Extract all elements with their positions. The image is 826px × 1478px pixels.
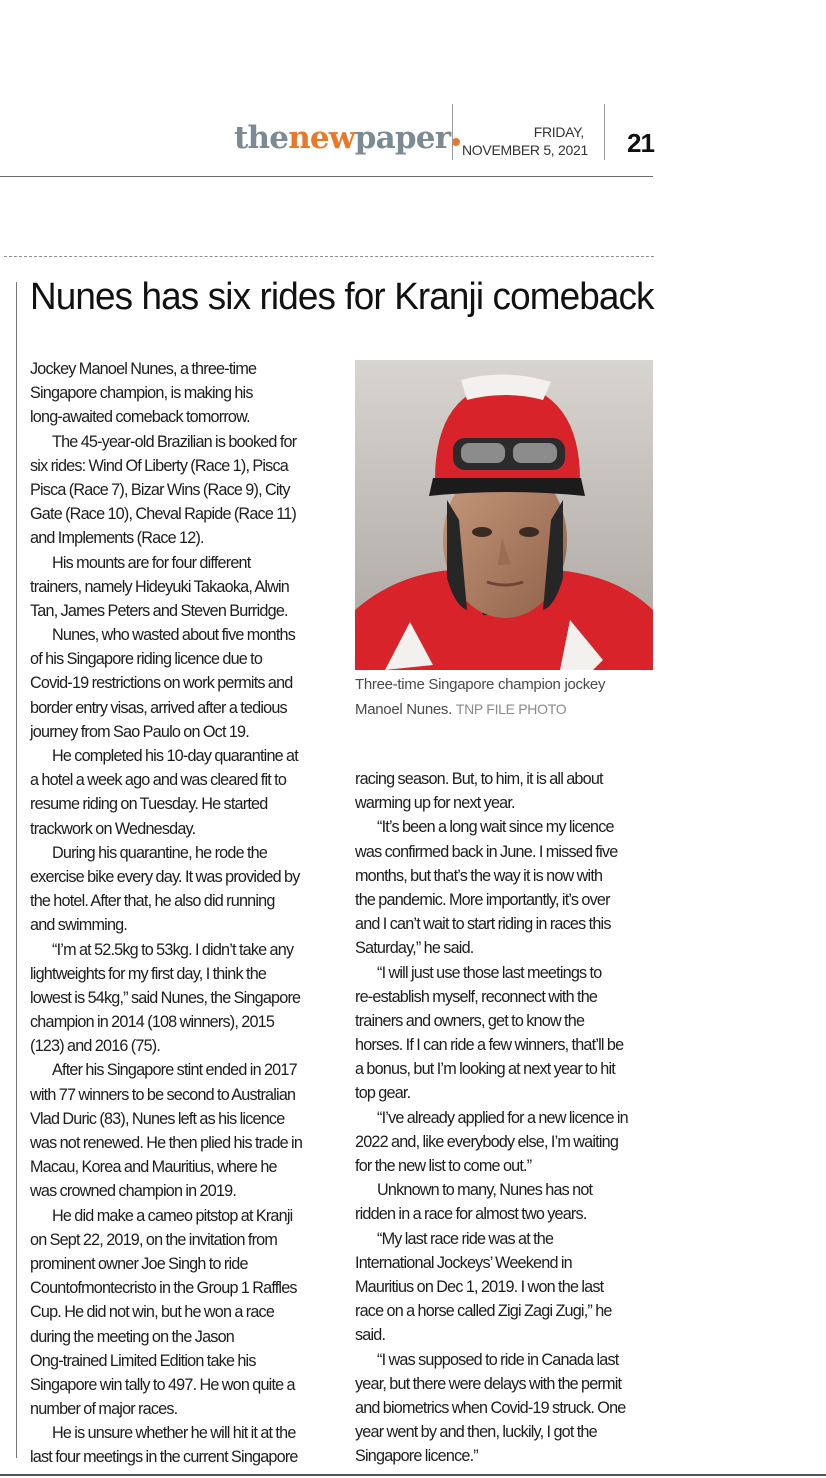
article-text-line: lightweights for my first day, I think the [30,964,267,983]
article-text-line: year went by and then, luckily, I got the [355,1423,597,1442]
article-text-line: resume riding on Tuesday. He started [30,795,268,814]
article-text-line: was crowned champion in 2019. [30,1182,237,1201]
article-text-line: months, but that’s the way it is now with [355,866,603,885]
article-text-line: Tan, James Peters and Steven Burridge. [30,601,288,620]
article-text-line: Singapore licence.” [355,1447,478,1466]
article-text-line: 2022 and, like everybody else, I’m waiting [355,1132,619,1151]
article-text-line: Countofmontecristo in the Group 1 Raffles [30,1279,297,1298]
article-text-line: “I will just use those last meetings to [377,963,602,982]
masthead-rule [0,176,653,177]
article-text-line: re-establish myself, reconnect with the [355,987,598,1006]
article-text-line: during the meeting on the Jason [30,1327,234,1346]
logo-paper: paper [354,120,451,156]
article-text-line: champion in 2014 (108 winners), 2015 [30,1013,275,1032]
article-text-line: trackwork on Wednesday. [30,819,196,838]
article-text-line: a hotel a week ago and was cleared fit to [30,771,287,790]
article-text-line: was not renewed. He then plied his trade in [30,1134,303,1152]
article-text-line: Singapore win tally to 497. He won quite a [30,1375,295,1394]
masthead-divider [452,104,453,160]
article-text-line: He did make a cameo pitstop at Kranji [52,1206,293,1225]
article-text-line: exercise bike every day. It was provided by [30,867,300,886]
article-text-line: and Implements (Race 12). [30,529,204,548]
photo-credit: TNP FILE PHOTO [455,701,567,717]
article-text-line: Pisca (Race 7), Bizar Wins (Race 9), City [30,480,290,499]
article-text-line: Singapore champion, is making his [30,384,253,403]
article-text-line: prominent owner Joe Singh to ride [30,1254,248,1273]
article-text-line: border entry visas, arrived after a tedious [30,698,287,717]
article-text-line: with 77 winners to be second to Australian [30,1085,296,1104]
photo-caption-text: Three-time Singapore champion jockey Manoel Nunes. [355,676,606,718]
photo-caption [355,673,653,722]
article-text-line: Jockey Manoel Nunes, a three-time [30,360,257,378]
article-text-line: for the new list to come out.” [355,1157,532,1175]
article-text-line: year, but there were delays with the permit [355,1374,622,1393]
article-text-line: racing season. But, to him, it is all about [355,770,603,788]
masthead-divider [604,104,605,160]
page-number: 21 [627,128,654,158]
article-text-line: trainers, namely Hideyuki Takaoka, Alwin [30,577,290,596]
article-text-line: and swimming. [30,916,128,935]
article-text-line: ridden in a race for almost two years. [355,1205,587,1224]
issue-day: FRIDAY, [533,124,584,140]
article-text-line: Saturday,” he said. [355,939,474,958]
jockey-portrait-photo [355,360,653,670]
article-text-line: trainers and owners, get to know the [355,1011,585,1030]
article-text-line: Nunes, who wasted about five months [52,626,296,645]
article-text-line: “It’s been a long wait since my licence [377,818,614,837]
article-text-line: “My last race ride was at the [377,1229,554,1248]
article-text-line: lowest is 54kg,” said Nunes, the Singapore [30,988,301,1007]
article-text-line: a bonus, but I’m looking at next year to hit [355,1060,615,1079]
masthead [0,100,653,176]
article-text-line: top gear. [355,1084,411,1103]
column-divider [16,282,17,1458]
article-text-line: and I can’t wait to start riding in races this [355,915,611,934]
logo-the: the [234,120,289,156]
article-text-line: warming up for next year. [355,794,515,813]
article-text-line: Cup. He did not win, but he won a race [30,1303,275,1322]
article-text-line: He is unsure whether he will hit it at the [52,1424,296,1443]
article-text-line: Macau, Korea and Mauritius, where he [30,1158,277,1177]
article-column-1 [30,357,330,1470]
article-column-2 [355,767,660,1468]
logo-dot-icon [452,138,460,146]
page-bottom-rule [0,1474,826,1476]
article-text-line: “I’m at 52.5kg to 53kg. I didn’t take any [52,940,294,959]
article-text-line: International Jockeys’ Weekend in [355,1253,572,1272]
article-text-line: long-awaited comeback tomorrow. [30,408,250,427]
article-text-line: was confirmed back in June. I missed five [355,842,618,861]
article-text-line: and biometrics when Covid-19 struck. One [355,1398,626,1417]
article-text-line: the pandemic. More importantly, it’s over [355,890,610,909]
article-text-line: Gate (Race 10), Cheval Rapide (Race 11) [30,505,297,524]
section-dashed-rule [4,256,654,257]
article-text-line: The 45-year-old Brazilian is booked for [52,432,297,451]
article-text-line: last four meetings in the current Singapore [30,1448,298,1467]
article-text-line: number of major races. [30,1400,178,1419]
article-text-line: Ong-trained Limited Edition take his [30,1351,256,1370]
article-text-line: said. [355,1326,386,1345]
article-text-line: Vlad Duric (83), Nunes left as his licence [30,1109,285,1128]
article-text-line: He completed his 10-day quarantine at [52,747,298,765]
article-text-line: “I was supposed to ride in Canada last [377,1350,619,1369]
article-text-line: six rides: Wind Of Liberty (Race 1), Pisca [30,456,288,475]
article-text-line: (123) and 2016 (75). [30,1037,161,1056]
article-text-line: “I’ve already applied for a new licence in [377,1108,628,1127]
article-text-line: After his Singapore stint ended in 2017 [52,1061,297,1080]
article-text-line: Mauritius on Dec 1, 2019. I won the last [355,1277,604,1296]
article-text-line: Covid-19 restrictions on work permits and [30,674,293,693]
article-headline: Nunes has six rides for Kranji comeback [30,276,654,318]
article-text-line: His mounts are for four different [52,553,251,572]
article-text-line: horses. If I can ride a few winners, that’ll be [355,1036,624,1055]
article-text-line: the hotel. After that, he also did running [30,892,275,911]
newspaper-logo [234,120,460,156]
article-text-line: race on a horse called Zigi Zagi Zugi,” he [355,1302,612,1321]
issue-date [462,123,588,159]
issue-date-text: NOVEMBER 5, 2021 [462,142,588,158]
article-text-line: Unknown to many, Nunes has not [377,1181,593,1200]
article-text-line: of his Singapore riding licence due to [30,650,263,669]
logo-new: new [288,120,355,156]
article-text-line: journey from Sao Paulo on Oct 19. [30,722,249,741]
article-text-line: on Sept 22, 2019, on the invitation from [30,1230,278,1249]
article-text-line: During his quarantine, he rode the [52,843,268,862]
jockey-portrait-icon [355,360,653,670]
